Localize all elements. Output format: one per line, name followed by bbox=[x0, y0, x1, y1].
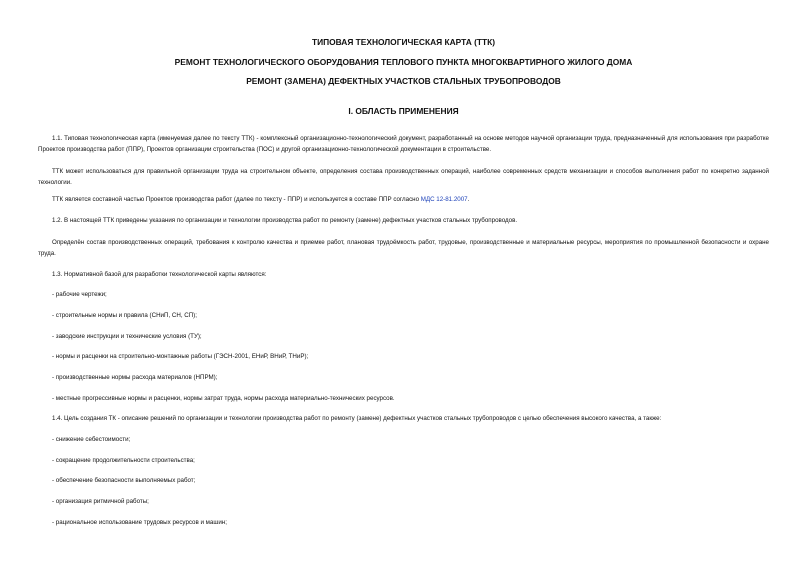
list-item: - местные прогрессивные нормы и расценки, нормы затрат труда, нормы расхода материально-технических ресурсов. bbox=[52, 395, 395, 402]
document-page bbox=[38, 0, 769, 571]
mds-link[interactable]: МДС 12-81.2007 bbox=[420, 196, 468, 203]
list-item: - строительные нормы и правила (СНиП, СН, СП); bbox=[52, 312, 197, 319]
paragraph-1-2: 1.2. В настоящей ТТК приведены указания по организации и технологии производства работ по ремонту (замене) дефектных участков стальных трубопроводов. bbox=[52, 217, 518, 224]
document-title: ТИПОВАЯ ТЕХНОЛОГИЧЕСКАЯ КАРТА (ТТК) bbox=[311, 37, 496, 47]
paragraph-ttk-part-text: ТТК является составной частью Проектов производства работ (далее по тексту - ППР) и используется в составе ППР согласно bbox=[52, 196, 421, 203]
list-item: - заводские инструкции и технические условия (ТУ); bbox=[52, 333, 202, 340]
paragraph-1-4: 1.4. Цель создания ТК - описание решений по организации и технологии производства работ по ремонту (замене) дефектных участков стальных трубопроводов с целью обеспечения высокого качества, а также: bbox=[52, 415, 662, 422]
paragraph-ttk-part-end: . bbox=[467, 196, 470, 203]
list-item: - обеспечение безопасности выполняемых работ; bbox=[52, 477, 196, 484]
section-heading: I. ОБЛАСТЬ ПРИМЕНЕНИЯ bbox=[348, 106, 459, 116]
paragraph-determined: Определён состав производственных операций, требования к контролю качества и приемке работ, плановая трудоёмкость работ, трудовые, производственные и материальные ресурсы, мероприятия по промышленной безопасности и охране труда. bbox=[38, 239, 769, 257]
paragraph-ttk-part bbox=[38, 195, 769, 206]
document-subtitle-2: РЕМОНТ (ЗАМЕНА) ДЕФЕКТНЫХ УЧАСТКОВ СТАЛЬНЫХ ТРУБОПРОВОДОВ bbox=[246, 76, 561, 86]
list-item: - снижение себестоимости; bbox=[52, 436, 131, 443]
document-subtitle: РЕМОНТ ТЕХНОЛОГИЧЕСКОГО ОБОРУДОВАНИЯ ТЕПЛОВОГО ПУНКТА МНОГОКВАРТИРНОГО ЖИЛОГО ДОМА bbox=[174, 57, 633, 67]
list-item: - рабочие чертежи; bbox=[52, 291, 107, 298]
paragraph-1-1: 1.1. Типовая технологическая карта (именуемая далее по тексту ТТК) - комплексный организационно-технологический документ, разработанный на основе методов научной организации труда, предназначенный для использования при разработке Проектов производства работ (ППР), Проектов организации строительства (ПОС) и другой организационно-технологической документации в строительстве. bbox=[38, 135, 769, 153]
list-item: - рациональное использование трудовых ресурсов и машин; bbox=[52, 519, 227, 526]
paragraph-1-3: 1.3. Нормативной базой для разработки технологической карты являются: bbox=[52, 271, 267, 278]
list-item: - производственные нормы расхода материалов (НПРМ); bbox=[52, 374, 218, 381]
list-item: - сокращение продолжительности строительства; bbox=[52, 457, 195, 464]
list-item: - организация ритмичной работы; bbox=[52, 498, 149, 505]
paragraph-ttk-use: ТТК может использоваться для правильной организации труда на строительном объекте, определения состава производственных операций, наиболее современных средств механизации и способов выполнения работ по конкретно заданной технологии. bbox=[38, 168, 769, 186]
list-item: - нормы и расценки на строительно-монтажные работы (ГЭСН-2001, ЕНиР, ВНиР, ТНиР); bbox=[52, 353, 309, 360]
